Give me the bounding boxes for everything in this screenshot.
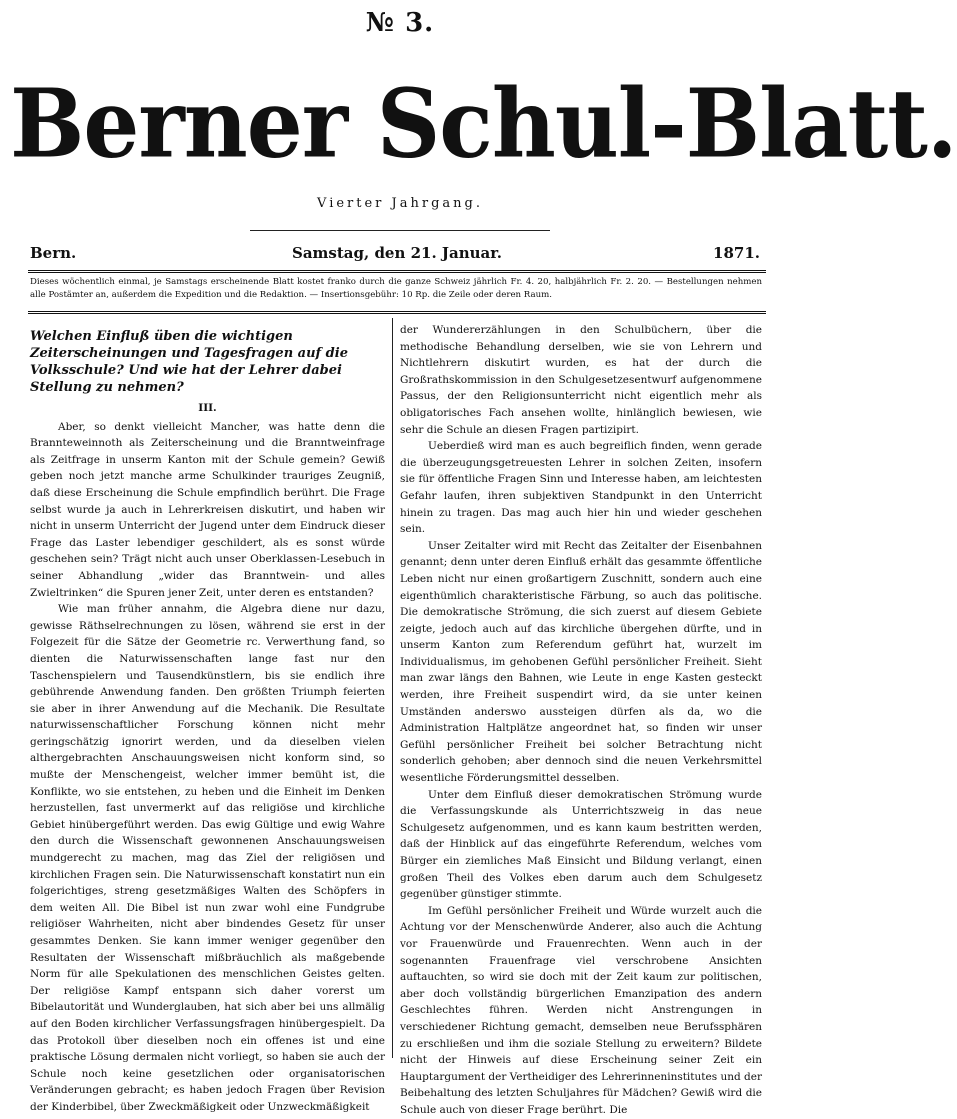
issue-number: № 3.	[365, 8, 435, 38]
paragraph: Wie man früher annahm, die Algebra diene nur dazu, gewisse Räthselrechnungen zu lösen, während sie erst in der Folgezeit für die Sätze der Geometrie rc. Verwerthung fand, so dienten die Naturwissenschaften lange fast nur den Taschenspielern und Tausendkünstlern, bis sie endlich ihre gebührende Anwendung fanden. Den größten Triumph feierten sie aber in ihrer Anwendung auf die Mechanik. Die Resultate naturwissenschaftlicher Forschung können nicht mehr geringschätzig ignorirt werden, und da dieselben vielen althergebrachten Anschauungsweisen nicht konform sind, so mußte der Menschengeist, welcher immer bemüht ist, die Konflikte, wo sie entstehen, zu heben und die Einheit im Denken herzustellen, fast unvermerkt auf das religiöse und kirchliche Gebiet hinübergeführt werden. Das ewig Gültige und ewig Wahre den durch die Wissenschaft gewonnenen Anschauungsweisen mundgerecht zu machen, mag das Ziel der religiösen und kirchlichen Fragen sein. Die Naturwissenschaft konstatirt nun ein folgerichtiges, streng gesetzmäßiges Walten des Schöpfers in dem weiten All. Die Bibel ist nun zwar wohl eine Fundgrube religiöser Wahrheiten, nicht aber bindendes Gesetz für unser gesammtes Denken. Sie kann immer weniger gegenüber den Resultaten der Wissenschaft mißbräuchlich als maßgebende Norm für alle Spekulationen des menschlichen Geistes gelten. Der religiöse Kampf entspann sich daher vorerst um Bibelautorität und Wunderglauben, hat sich aber bei uns allmälig auf den Boden kirchlicher Verfassungsfragen hinübergespielt. Da das Protokoll über dieselben noch ein offenes ist und eine praktische Lösung dermalen nicht vorliegt, so haben sie auch der Schule noch keine gesetzlichen oder organisatorischen Veränderungen gebracht; es haben jedoch Fragen über Revision der Kinderbibel, über Zweckmäßigkeit oder Unzweckmäßigkeit	[30, 603, 385, 1113]
dateline-date: Samstag, den 21. Januar.	[292, 244, 503, 262]
notice-rule-bottom	[28, 311, 766, 314]
paragraph: Ueberdieß wird man es auch begreiflich finden, wenn gerade die überzeugungsgetreuesten Lehrer in solchen Zeiten, insofern sie für öffentliche Fragen Sinn und Interesse haben, am leichtesten Gefahr laufen, ihren subjektiven Standpunkt in den Unterricht hinein zu tragen. Das mag auch hier hin und wieder geschehen sein.	[400, 440, 762, 536]
article-title: Welchen Einfluß üben die wichtigen Zeiterscheinungen und Tagesfragen auf die Volksschule? Und wie hat der Lehrer dabei Stellung zu nehmen?	[30, 329, 348, 395]
column-divider	[392, 318, 393, 1058]
section-number: III.	[198, 402, 217, 414]
dateline-place: Bern.	[30, 244, 77, 262]
paragraph: Unser Zeitalter wird mit Recht das Zeitalter der Eisenbahnen genannt; denn unter deren Einfluß erhält das gesammte öffentliche Leben nicht nur einen großartigern Zuschnitt, sondern auch eine eigenthümlich charakteristische Färbung, so auch das politische. Die demokratische Strömung, die sich zuerst auf diesem Gebiete zeigte, jedoch auch auf das kirchliche übergehen dürfte, und in unserm Kanton zum Referendum geführt hat, wurzelt im Individualismus, im gehobenen Gefühl persönlicher Freiheit. Sieht man zwar längs den Bahnen, wie Leute in enge Kasten gesteckt werden, ihre Freiheit suspendirt wird, da sie unter keinen Umständen anderswo aussteigen dürfen als da, wo die Administration Haltplätze angeordnet hat, so finden wir unser Gefühl persönlicher Freiheit bei solcher Betrachtung nicht sonderlich gehoben; aber dennoch sind die neuen Verkehrsmittel wesentliche Förderungsmittel desselben.	[400, 539, 762, 785]
masthead-title: Berner Schul-Blatt.	[10, 66, 957, 180]
left-column	[30, 322, 385, 1116]
right-column	[400, 322, 762, 1119]
paragraph: Unter dem Einfluß dieser demokratischen Strömung wurde die Verfassungskunde als Unterrichtszweig in das neue Schulgesetz aufgenommen, und es kann kaum bestritten werden, daß der Hinblick auf das eingeführte Referendum, welches vom Bürger ein ziemliches Maß Einsicht und Bildung verlangt, einen großen Theil des Volkes eben darum auch dem Schulgesetz gegenüber günstiger stimmte.	[400, 788, 762, 901]
header-rule	[250, 230, 550, 231]
dateline	[30, 244, 760, 266]
paragraph: Aber, so denkt vielleicht Mancher, was hatte denn die Brannteweinnoth als Zeiterscheinung und die Branntweinfrage als Zeitfrage in unserm Kanton mit der Schule gemein? Gewiß geben noch jetzt manche arme Schulkinder trauriges Zeugniß, daß diese Erscheinung die Schule empfindlich berührt. Die Frage selbst wurde ja auch in Lehrerkreisen diskutirt, und haben wir nicht in unserm Unterricht der Jugend unter dem Eindruck dieser Frage das Laster lebendiger geschildert, als es sonst würde geschehen sein? Trägt nicht auch unser Oberklassen-Lesebuch in seiner Abhandlung „wider das Branntwein- und alles Zwieltrinken“ die Spuren jener Zeit, unter deren es entstanden?	[30, 420, 385, 599]
paragraph: Im Gefühl persönlicher Freiheit und Würde wurzelt auch die Achtung vor der Menschenwürde Anderer, also auch die Achtung vor Frauenwürde und Frauenrechten. Wenn auch in der sogenannten Frauenfrage viel verschrobene Ansichten auftauchten, so wird sie doch mit der Zeit kaum zur politischen, aber doch vollständig bürgerlichen Emanzipation des andern Geschlechtes führen. Werden nicht Anstrengungen in verschiedener Richtung gemacht, demselben neue Berufssphären zu erschließen und ihm die soziale Stellung zu erweitern? Bildete nicht der Hinweis auf diese Erscheinung seiner Zeit ein Hauptargument der Vertheidiger des Lehrerinneninstitutes und der Beibehaltung des letzten Schuljahres für Mädchen? Gewiß wird die Schule auch von dieser Frage berührt. Die	[400, 904, 762, 1116]
subscription-notice: Dieses wöchentlich einmal, je Samstags erscheinende Blatt kostet franko durch die ganze Schweiz jährlich Fr. 4. 20, halbjährlich Fr. 2. 20. — Bestellungen nehmen alle Postämter an, außerdem die Expedition und die Redaktion. — Insertionsgebühr: 10 Rp. die Zeile oder deren Raum.	[30, 277, 762, 300]
notice-rule-top	[28, 270, 766, 273]
dateline-year: 1871.	[713, 244, 760, 262]
paragraph: der Wundererzählungen in den Schulbüchern, über die methodische Behandlung derselben, wie sie von Lehrern und Nichtlehrern diskutirt wurden, es hat der durch die Großrathskommission in den Schulgesetzesentwurf aufgenommene Passus, der den Religionsunterricht nicht eigentlich mehr als obligatorisches Fach ansehen wollte, hinlänglich bewiesen, wie sehr die Schule an diesen Fragen partizipirt.	[400, 324, 762, 436]
year-line: Vierter Jahrgang.	[317, 196, 483, 211]
